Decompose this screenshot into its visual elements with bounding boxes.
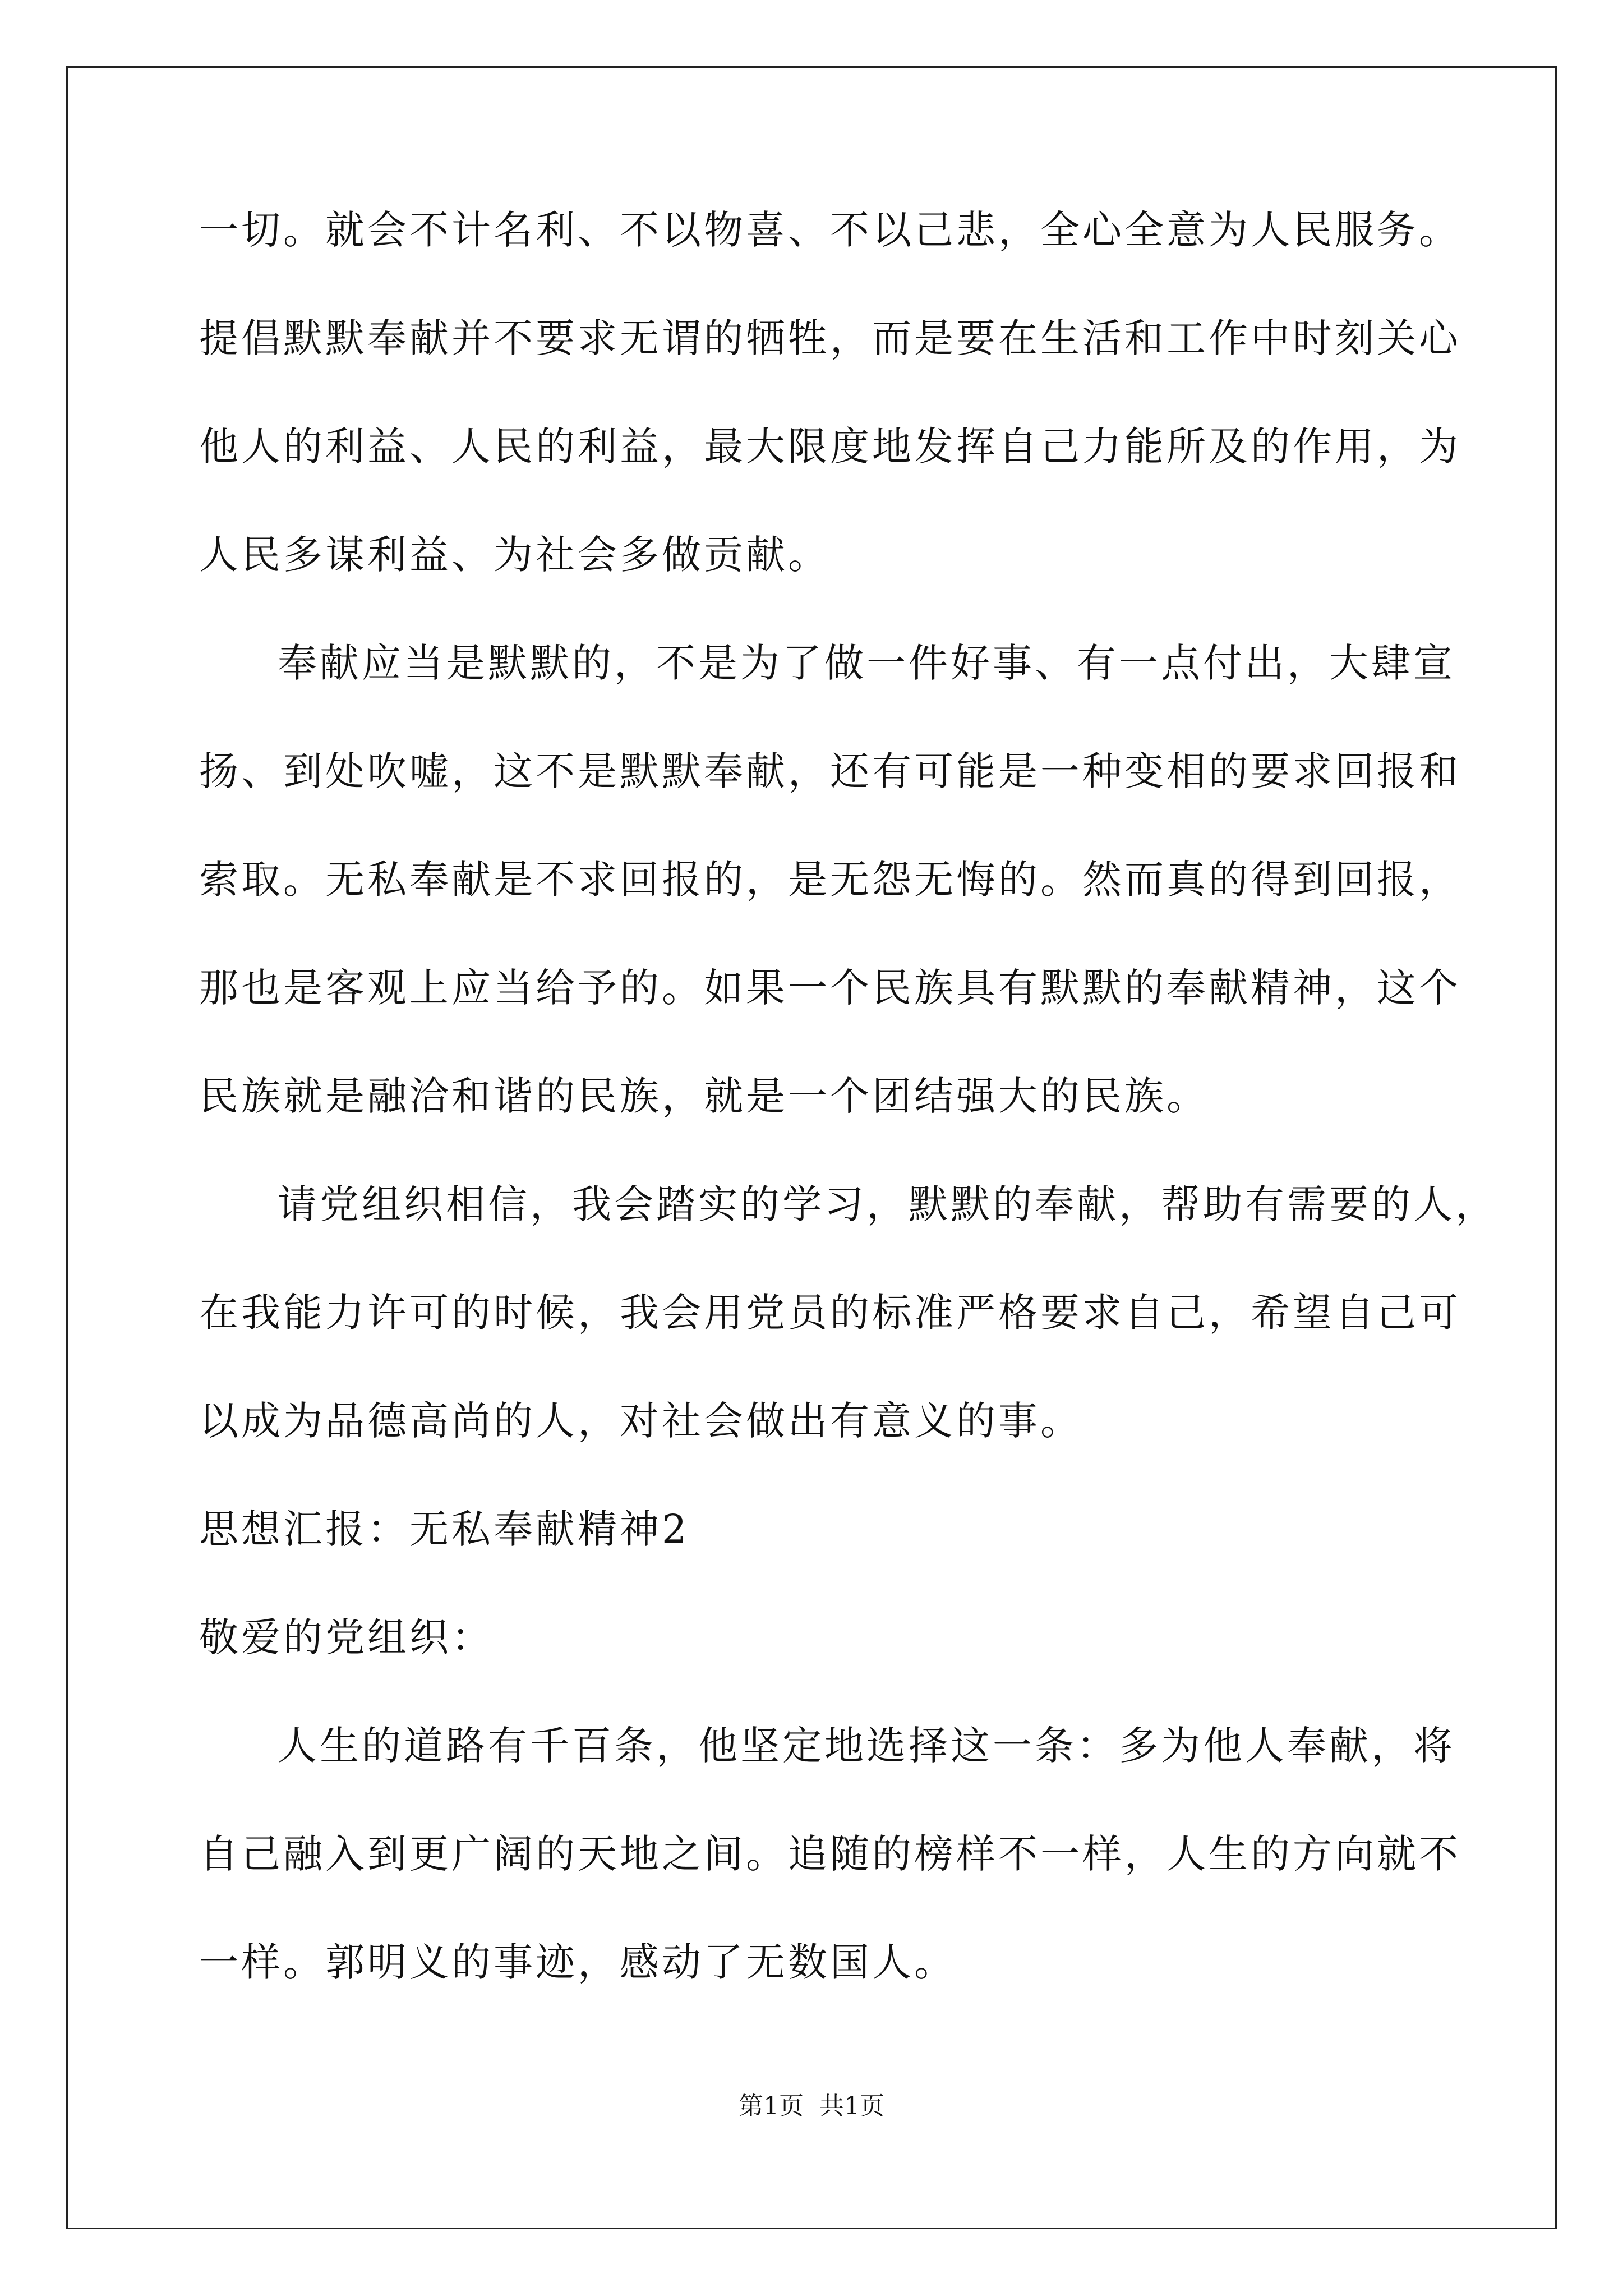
paragraph-2-line-2: 扬、到处吹嘘，这不是默默奉献，还有可能是一种变相的要求回报和: [199, 748, 1461, 794]
paragraph-3-line-1: 请党组织相信，我会踏实的学习，默默的奉献，帮助有需要的人，: [278, 1181, 1497, 1227]
paragraph-4-line-3: 一样。郭明义的事迹，感动了无数国人。: [199, 1939, 956, 1985]
page-number-current: 第1页: [739, 2092, 804, 2120]
section-title: 思想汇报：无私奉献精神2: [199, 1506, 690, 1552]
paragraph-4-line-1: 人生的道路有千百条，他坚定地选择这一条：多为他人奉献，将: [278, 1723, 1455, 1769]
paragraph-1-line-2: 提倡默默奉献并不要求无谓的牺牲，而是要在生活和工作中时刻关心: [199, 315, 1461, 361]
paragraph-4-line-2: 自己融入到更广阔的天地之间。追随的榜样不一样，人生的方向就不: [199, 1831, 1461, 1877]
page-number-total: 共1页: [819, 2092, 884, 2120]
salutation: 敬爱的党组织：: [199, 1614, 494, 1660]
paragraph-1-line-1: 一切。就会不计名利、不以物喜、不以己悲，全心全意为人民服务。: [199, 207, 1461, 253]
paragraph-1-line-3: 他人的利益、人民的利益，最大限度地发挥自己力能所及的作用，为: [199, 424, 1461, 470]
paragraph-2-line-5: 民族就是融洽和谐的民族，就是一个团结强大的民族。: [199, 1073, 1209, 1119]
paragraph-3-line-3: 以成为品德高尚的人，对社会做出有意义的事。: [199, 1398, 1082, 1444]
paragraph-2-line-1: 奉献应当是默默的，不是为了做一件好事、有一点付出，大肆宣: [278, 640, 1455, 686]
paragraph-3-line-2: 在我能力许可的时候，我会用党员的标准严格要求自己，希望自己可: [199, 1290, 1461, 1336]
page-footer: [0, 2090, 1623, 2123]
paragraph-2-line-3: 索取。无私奉献是不求回报的，是无怨无悔的。然而真的得到回报，: [199, 857, 1461, 903]
page-border: [66, 66, 1557, 2229]
paragraph-1-line-4: 人民多谋利益、为社会多做贡献。: [199, 532, 830, 578]
paragraph-2-line-4: 那也是客观上应当给予的。如果一个民族具有默默的奉献精神，这个: [199, 965, 1461, 1011]
